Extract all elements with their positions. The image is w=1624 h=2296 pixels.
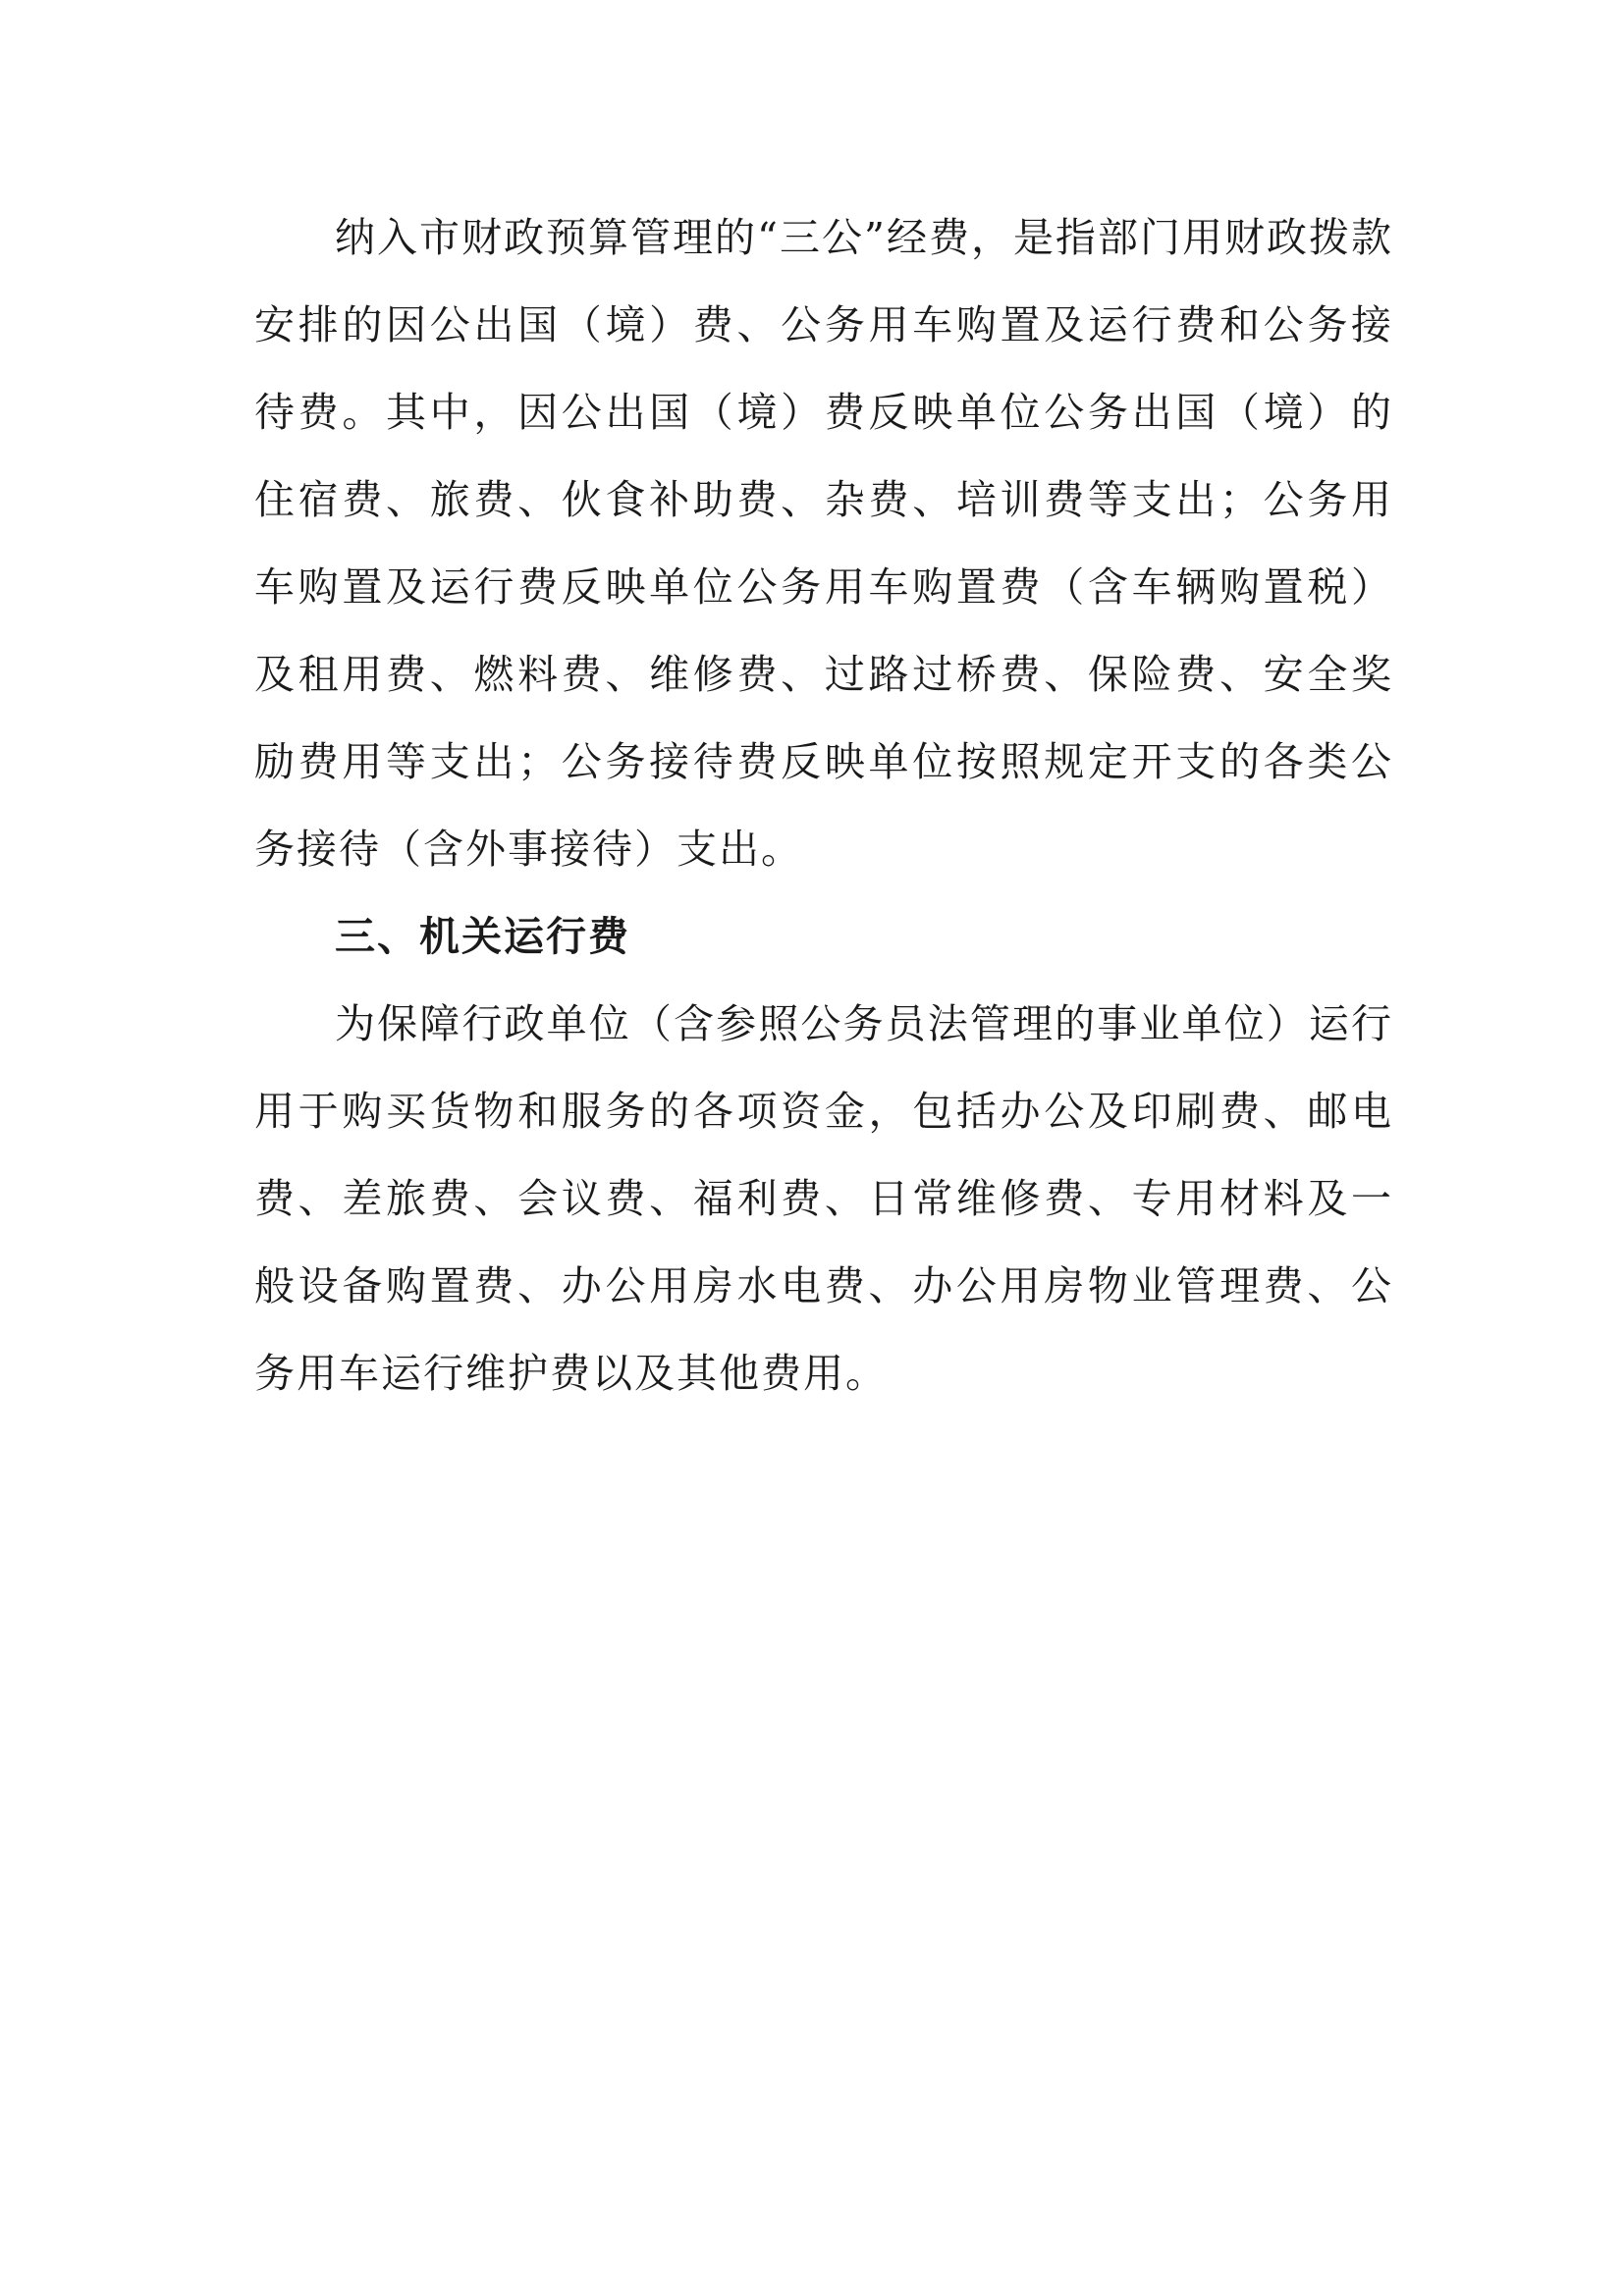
paragraph-agency-operating-expenses: 为保障行政单位（含参照公务员法管理的事业单位）运行用于购买货物和服务的各项资金，包括办公及印刷费、邮电费、差旅费、会议费、福利费、日常维修费、专用材料及一般设备购置费、办公用房水电费、办公用房物业管理费、公务用车运行维护费以及其他费用。 <box>254 1000 1393 1397</box>
document-body <box>254 194 1393 1417</box>
paragraph-three-public-expenses: 纳入市财政预算管理的“三公”经费，是指部门用财政拨款安排的因公出国（境）费、公务用车购置及运行费和公务接待费。其中，因公出国（境）费反映单位公务出国（境）的住宿费、旅费、伙食补助费、杂费、培训费等支出；公务用车购置及运行费反映单位公务用车购置费（含车辆购置税）及租用费、燃料费、维修费、过路过桥费、保险费、安全奖励费用等支出；公务接待费反映单位按照规定开支的各类公务接待（含外事接待）支出。 <box>254 214 1393 873</box>
section-heading-agency-operating-expenses: 三、机关运行费 <box>335 913 630 960</box>
